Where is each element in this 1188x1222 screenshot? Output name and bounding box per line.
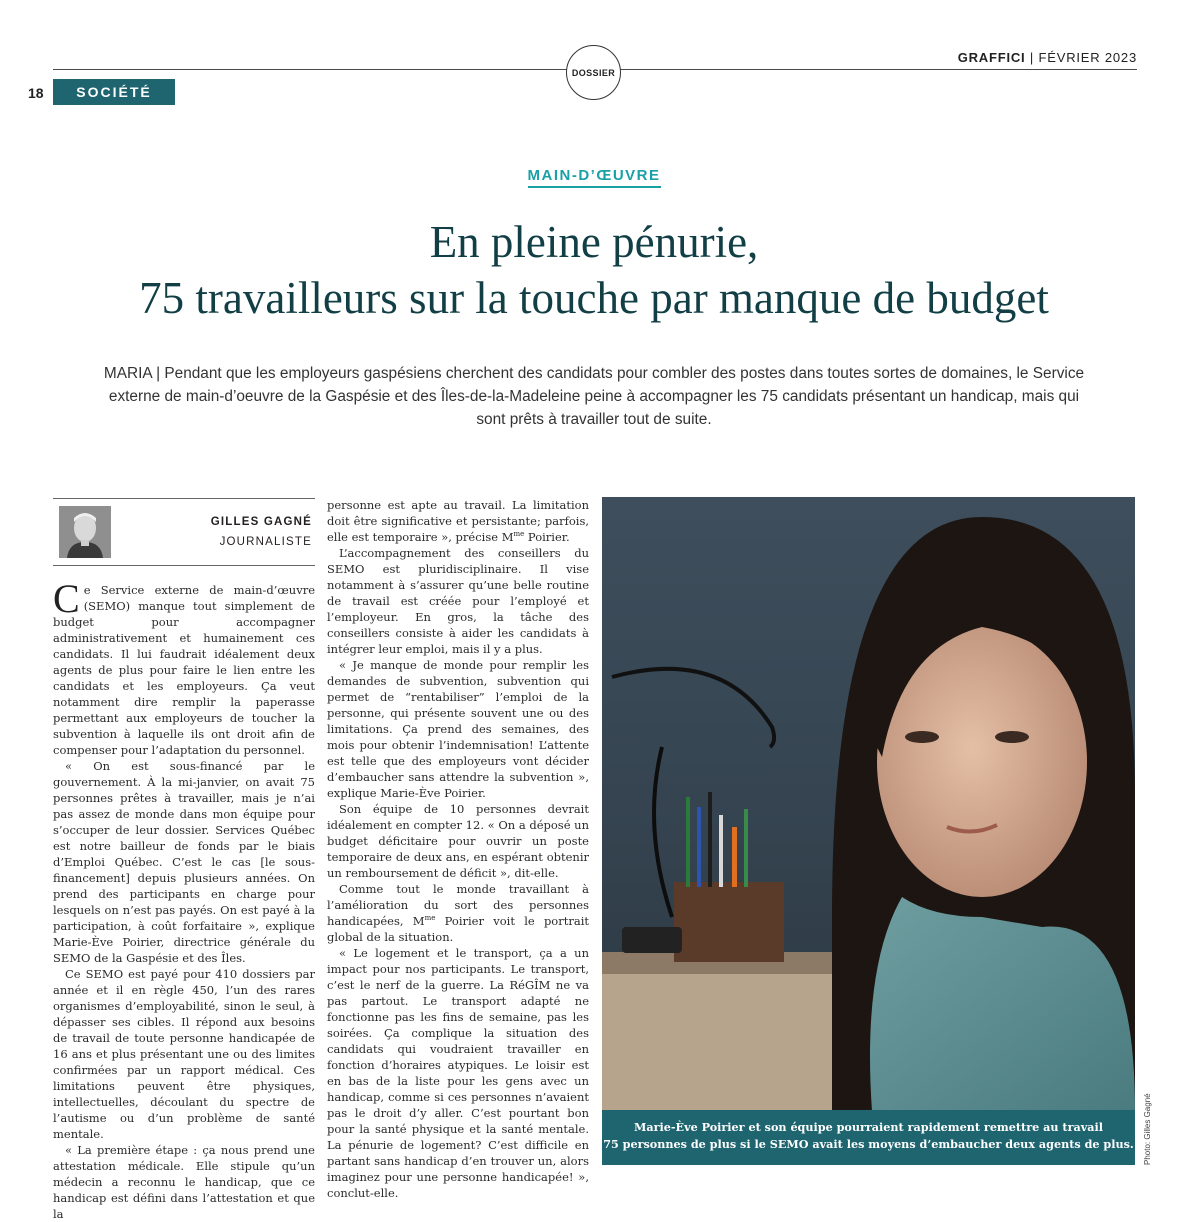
section-label: SOCIÉTÉ	[53, 79, 175, 105]
paragraph-text: Comme tout le monde travaillant à l’amélioration du sort des personnes handicapées, M	[327, 882, 589, 928]
article-headline	[0, 214, 1188, 326]
body-paragraph: « Je manque de monde pour remplir les demandes de subvention, subvention qui permet de “rentabiliser” l’emploi de la personne, qui présente souvent une ou des limitations. Ça prend des semaines, des mois pour obtenir l’indemnisation! L’attente est telle que des employeurs vont décider d’embaucher sans attendre la subvention », explique Marie-Ève Poirier.	[327, 658, 589, 800]
article-kicker	[0, 167, 1188, 184]
dossier-label: DOSSIER	[571, 67, 616, 78]
photo-caption	[602, 1110, 1135, 1165]
author-role: JOURNALISTE	[219, 536, 312, 548]
body-paragraph	[327, 881, 589, 945]
article-photo	[602, 497, 1135, 1111]
paragraph-text: Poirier voit le portrait global de la situation.	[327, 914, 590, 944]
author-box	[53, 498, 315, 566]
body-paragraph	[53, 576, 315, 758]
drop-cap: C	[53, 576, 80, 621]
body-paragraph: L’accompagnement des conseillers du SEMO est pluridisciplinaire. Il vise notamment à s’assurer qu’une belle routine de travail est créée pour l’employé et l’employeur. En gros, la tâche des conseillers consiste à aider les candidats à intégrer leur emploi, mais il y a plus.	[327, 546, 589, 656]
caption-line-1: Marie-Ève Poirier et son équipe pourraient rapidement remettre au travail	[634, 1120, 1103, 1134]
article-lede: MARIA | Pendant que les employeurs gaspésiens cherchent des candidats pour combler des postes dans toutes sortes de domaines, le Service externe de main-d’oeuvre de la Gaspésie et des Îles-de-la-Madeleine peine à accompagner les 75 candidats présentant un handicap, mais qui sont prêts à travailler tout de suite.	[103, 365, 1085, 428]
superscript: me	[424, 914, 436, 923]
dossier-badge	[566, 45, 621, 100]
body-column-2	[327, 497, 589, 1201]
paragraph-text: personne est apte au travail. La limitation doit être significative et persistante; parfois, elle est temporaire », précise M	[327, 498, 589, 544]
brand-separator: |	[1029, 50, 1035, 65]
paragraph-text: Poirier.	[524, 530, 570, 544]
author-photo	[59, 506, 111, 558]
photo-credit: Photo: Gilles Gagné	[1143, 1093, 1152, 1165]
issue-date: FÉVRIER 2023	[1038, 50, 1137, 65]
body-paragraph	[327, 497, 589, 545]
headline-line-1: En pleine pénurie,	[429, 217, 759, 267]
publication-masthead	[958, 50, 1137, 65]
body-column-1	[53, 576, 315, 1222]
body-paragraph: « On est sous-financé par le gouvernement. À la mi-janvier, on avait 75 personnes prêtes à travailler, mais je n’ai pas assez de monde dans mon équipe pour s’occuper de leur dossier. Services Québec est notre bailleur de fonds par le biais d’Emploi Québec. C’est le cas [le sous-financement] depuis plusieurs années. On prend des participants en charge pour lesquels on n’est pas payés. On est payé à la participation, à coût forfaitaire », explique Marie-Ève Poirier, directrice générale du SEMO de la Gaspésie et des Îles.	[53, 759, 315, 965]
author-name: GILLES GAGNÉ	[210, 516, 312, 528]
body-paragraph: « Le logement et le transport, ça a un impact pour nos participants. Le transport, c’est le nerf de la guerre. La RéGÎM ne va pas partout. Le transport adapté ne fonctionne pas les fins de semaine, pas les soirées. Ça complique la situation des candidats qui voudraient travailler en fonction d’horaires atypiques. Le loisir est en bas de la liste pour les gens avec un handicap, comme si ces personnes n’avaient pas le droit d’y aller. C’est pourtant bon pour la santé physique et la santé mentale. La pénurie de logement? C’est difficile en partant sans handicap d’en trouver un, alors imaginez pour une personne handicapée! », conclut-elle.	[327, 946, 589, 1200]
brand-name: GRAFFICI	[957, 50, 1026, 65]
page-number: 18	[28, 85, 44, 101]
superscript: me	[513, 530, 525, 539]
body-paragraph: « La première étape : ça nous prend une attestation médicale. Elle stipule qu’un médecin a reconnu le handicap, que ce handicap est défini dans l’attestation et que la	[53, 1143, 315, 1221]
kicker-text: MAIN-D’ŒUVRE	[528, 167, 661, 188]
body-paragraph: Ce SEMO est payé pour 410 dossiers par année et il en règle 450, l’un des rares organismes d’employabilité, sinon le seul, à dépasser ses cibles. Il répond aux besoins de travail de toute personne handicapée de 16 ans et plus présentant une ou des limites confirmées par un rapport médical. Ces limitations peuvent être physiques, intellectuelles, découlant du spectre de l’autisme ou d’un problème de santé mentale.	[53, 967, 315, 1141]
paragraph-text: e Service externe de main-d’œuvre (SEMO) manque tout simplement de budget pour accompagner administrativement et humainement ces candidats. Il lui faudrait idéalement deux agents de plus pour faire le lien entre les candidats et les employeurs. Ça veut notamment dire remplir la paperasse permettant aux employeurs de toucher la subvention à laquelle ils ont droit afin de compenser pour l’adaptation du personnel.	[53, 583, 315, 757]
caption-line-2: 75 personnes de plus si le SEMO avait les moyens d’embaucher deux agents de plus.	[603, 1137, 1134, 1151]
body-paragraph: Son équipe de 10 personnes devrait idéalement en compter 12. « On a déposé un budget déficitaire pour ouvrir un poste temporaire de deux ans, en espérant obtenir un remboursement de déficit », dit-elle.	[327, 802, 589, 880]
headline-line-2: 75 travailleurs sur la touche par manque de budget	[139, 273, 1049, 323]
